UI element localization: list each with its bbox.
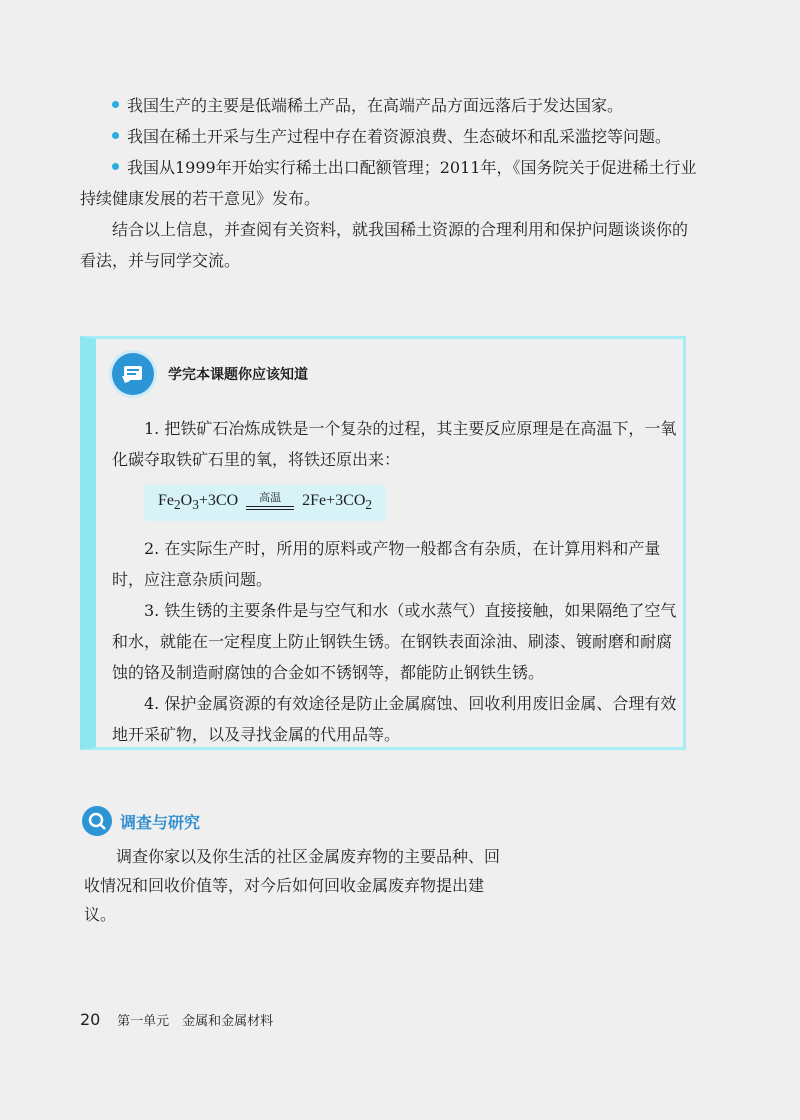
summary-box-title: 学完本课题你应该知道 bbox=[168, 367, 308, 383]
summary-item-3: 3. 铁生锈的主要条件是与空气和水（或水蒸气）直接接触，如果隔绝了空气和水，就能在一定程度上防止钢铁生锈。在钢铁表面涂油、刷漆、镀耐磨和耐腐蚀的铬及制造耐腐蚀的合金如不锈钢等，都能防止钢铁生锈。 bbox=[112, 601, 677, 683]
survey-body bbox=[84, 842, 502, 929]
summary-item-4: 4. 保护金属资源的有效途径是防止金属腐蚀、回收利用废旧金属、合理有效地开采矿物，以及寻找金属的代用品等。 bbox=[112, 694, 677, 745]
reaction-condition: 高温 bbox=[246, 492, 294, 510]
summary-box-header bbox=[112, 353, 308, 395]
survey-text: 调查你家以及你生活的社区金属废弃物的主要品种、回收情况和回收价值等，对今后如何回收金属废弃物提出建议。 bbox=[84, 847, 501, 924]
magnifier-icon bbox=[82, 806, 112, 836]
equals-sign bbox=[246, 506, 294, 510]
survey-section bbox=[82, 806, 502, 929]
summary-box-body bbox=[112, 413, 680, 750]
survey-header bbox=[82, 806, 502, 836]
discussion-paragraph: 结合以上信息，并查阅有关资料，就我国稀土资源的合理利用和保护问题谈谈你的看法，并与同学交流。 bbox=[80, 220, 689, 270]
bullet-item: 我国在稀土开采与生产过程中存在着资源浪费、生态破坏和乱采滥挖等问题。 bbox=[80, 121, 700, 152]
bullet-list bbox=[80, 90, 700, 276]
summary-box bbox=[80, 336, 686, 750]
chapter-title: 第一单元 金属和金属材料 bbox=[117, 1014, 274, 1029]
book-hand-icon bbox=[112, 353, 154, 395]
page-footer bbox=[80, 1010, 273, 1029]
summary-item-1: 1. 把铁矿石冶炼成铁是一个复杂的过程，其主要反应原理是在高温下，一氧化碳夺取铁矿石里的氧，将铁还原出来： bbox=[112, 419, 677, 469]
chemical-equation: $Fe_2O_3+3CO$ 高温 $2Fe+3CO_2$ bbox=[144, 485, 386, 521]
bullet-dot-icon bbox=[112, 163, 119, 170]
bullet-dot-icon bbox=[112, 101, 119, 108]
survey-title: 调查与研究 bbox=[120, 812, 201, 832]
bullet-item: 我国生产的主要是低端稀土产品，在高端产品方面远落后于发达国家。 bbox=[80, 90, 700, 121]
page-number: 20 bbox=[80, 1010, 101, 1029]
bullet-item: 我国从1999年开始实行稀土出口配额管理；2011年，《国务院关于促进稀土行业持续健康发展的若干意见》发布。 bbox=[80, 158, 697, 208]
summary-item-2: 2. 在实际生产时，所用的原料或产物一般都含有杂质，在计算用料和产量时，应注意杂质问题。 bbox=[112, 539, 661, 590]
bullet-dot-icon bbox=[112, 132, 119, 139]
